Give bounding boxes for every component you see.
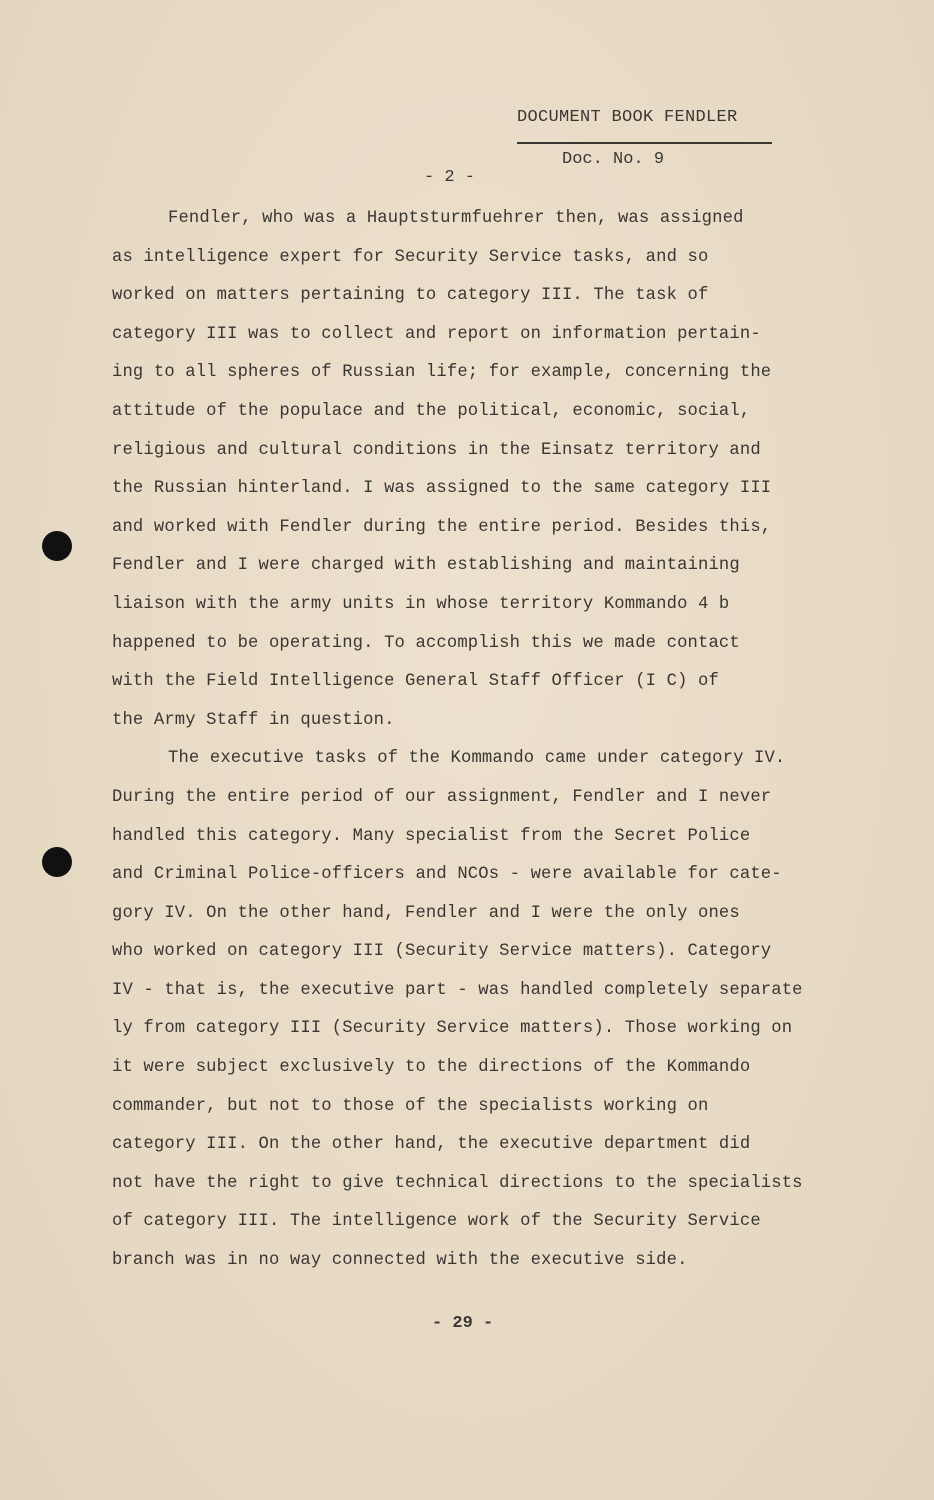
text-line: commander, but not to those of the specialists working on xyxy=(112,1096,709,1116)
text-line: the Russian hinterland. I was assigned to the same category III xyxy=(112,479,772,499)
text-line: ing to all spheres of Russian life; for example, concerning the xyxy=(112,363,772,383)
footer-page-number: - 29 - xyxy=(432,1314,494,1333)
text-line: worked on matters pertaining to category III. The task of xyxy=(112,286,709,306)
text-line: branch was in no way connected with the executive side. xyxy=(112,1251,688,1271)
document-number: Doc. No. 9 xyxy=(562,150,665,169)
punch-hole-lower xyxy=(42,847,72,877)
text-line: who worked on category III (Security Service matters). Category xyxy=(112,942,772,962)
text-line: handled this category. Many specialist from the Secret Police xyxy=(112,826,751,846)
document-book-title: DOCUMENT BOOK FENDLER xyxy=(517,108,738,127)
text-line: Fendler, who was a Hauptsturmfuehrer then, was assigned xyxy=(168,209,744,228)
text-line: category III was to collect and report on information pertain- xyxy=(112,324,761,344)
text-line: During the entire period of our assignment, Fendler and I never xyxy=(112,787,772,807)
text-line: the Army Staff in question. xyxy=(112,710,395,730)
text-line: happened to be operating. To accomplish this we made contact xyxy=(112,633,740,653)
text-line: as intelligence expert for Security Service tasks, and so xyxy=(112,247,709,267)
text-line: religious and cultural conditions in the Einsatz territory and xyxy=(112,440,761,460)
text-line: ly from category III (Security Service matters). Those working on xyxy=(112,1019,793,1039)
text-line: with the Field Intelligence General Staff Officer (I C) of xyxy=(112,672,719,692)
text-line: of category III. The intelligence work of the Security Service xyxy=(112,1212,761,1232)
text-line: attitude of the populace and the political, economic, social, xyxy=(112,401,751,421)
text-line: not have the right to give technical directions to the specialists xyxy=(112,1173,803,1193)
text-line: The executive tasks of the Kommando came under category IV. xyxy=(168,749,786,769)
text-line: Fendler and I were charged with establishing and maintaining xyxy=(112,556,740,576)
page-marker: - 2 - xyxy=(424,168,476,187)
header-underline xyxy=(517,142,772,144)
text-line: it were subject exclusively to the directions of the Kommando xyxy=(112,1058,751,1078)
text-line: category III. On the other hand, the executive department did xyxy=(112,1135,751,1155)
text-line: IV - that is, the executive part - was handled completely separate xyxy=(112,980,803,1000)
text-line: and worked with Fendler during the entire period. Besides this, xyxy=(112,517,772,537)
body-text xyxy=(112,200,902,1281)
text-line: liaison with the army units in whose territory Kommando 4 b xyxy=(112,594,730,614)
text-line: and Criminal Police-officers and NCOs - were available for cate- xyxy=(112,865,782,885)
text-line: gory IV. On the other hand, Fendler and I were the only ones xyxy=(112,903,740,923)
punch-hole-upper xyxy=(42,531,72,561)
